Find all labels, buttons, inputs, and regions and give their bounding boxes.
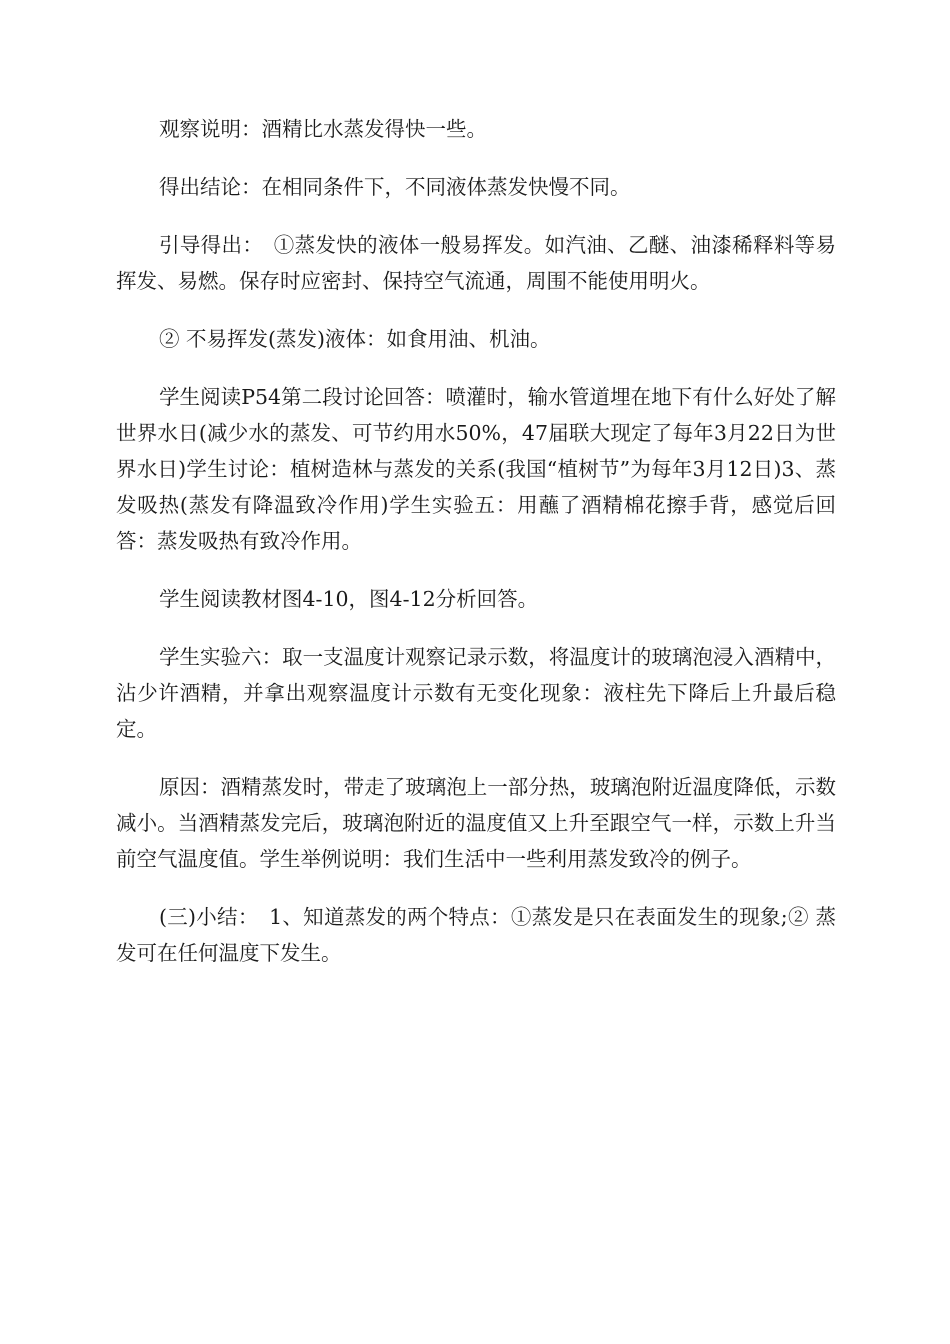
document-body bbox=[116, 111, 836, 993]
paragraph-conclusion: 得出结论：在相同条件下，不同液体蒸发快慢不同。 bbox=[159, 175, 631, 199]
paragraph-reading-figures: 学生阅读教材图4-10，图4-12分析回答。 bbox=[159, 587, 539, 611]
paragraph-guidance: 引导得出： ①蒸发快的液体一般易挥发。如汽油、乙醚、油漆稀释料等易挥发、易燃。保存时应密封、保持空气流通，周围不能使用明火。 bbox=[116, 233, 836, 293]
paragraph-reason: 原因：酒精蒸发时，带走了玻璃泡上一部分热，玻璃泡附近温度降低，示数减小。当酒精蒸发完后，玻璃泡附近的温度值又上升至跟空气一样，示数上升当前空气温度值。学生举例说明：我们生活中一些利用蒸发致冷的例子。 bbox=[116, 775, 836, 871]
paragraph-experiment-six: 学生实验六：取一支温度计观察记录示数，将温度计的玻璃泡浸入酒精中，沾少许酒精，并拿出观察温度计示数有无变化现象：液柱先下降后上升最后稳定。 bbox=[116, 645, 836, 741]
paragraph-observation: 观察说明：酒精比水蒸发得快一些。 bbox=[159, 117, 487, 141]
paragraph-non-volatile: ② 不易挥发(蒸发)液体：如食用油、机油。 bbox=[159, 327, 551, 351]
paragraph-reading-p54: 学生阅读P54第二段讨论回答：喷灌时，输水管道埋在地下有什么好处了解世界水日(减少水的蒸发、可节约用水50%，47届联大现定了每年3月22日为世界水日)学生讨论：植树造林与蒸发的关系(我国“植树节”为每年3月12日)3、蒸发吸热(蒸发有降温致冷作用)学生实验五：用蘸了酒精棉花擦手背，感觉后回答：蒸发吸热有致冷作用。 bbox=[116, 385, 836, 553]
paragraph-summary: (三)小结： 1、知道蒸发的两个特点：①蒸发是只在表面发生的现象;② 蒸发可在任何温度下发生。 bbox=[116, 905, 836, 965]
